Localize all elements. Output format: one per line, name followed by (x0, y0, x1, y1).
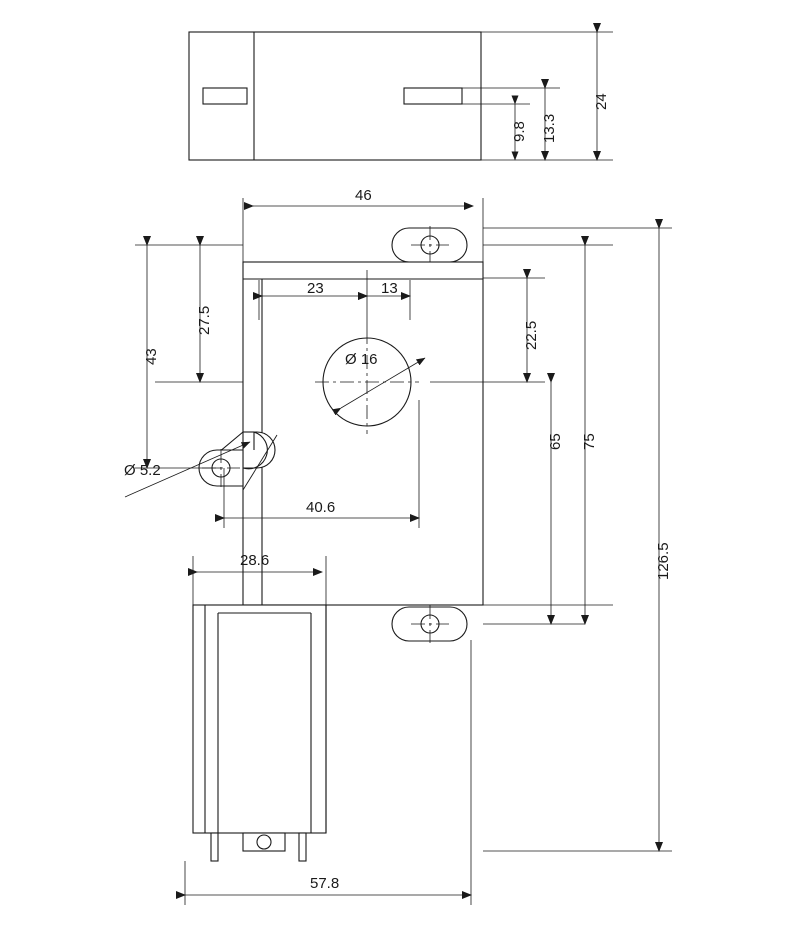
dim-13-3: 13.3 (541, 113, 558, 143)
dim-9-8: 9.8 (511, 121, 528, 142)
diameter-symbol-bore: Ø (345, 351, 357, 368)
dim-43: 43 (143, 348, 160, 365)
dim-28-6: 28.6 (240, 552, 270, 569)
dim-57-8: 57.8 (310, 875, 340, 892)
dim-23: 23 (307, 280, 324, 297)
dim-40-6: 40.6 (306, 499, 336, 516)
dim-27-5: 27.5 (196, 305, 213, 335)
top-view-geometry (189, 32, 481, 160)
dim-46: 46 (355, 187, 372, 204)
dim-22-5: 22.5 (523, 320, 540, 350)
hole-value: 5.2 (139, 462, 161, 479)
bore-value: 16 (360, 351, 378, 368)
dim-75: 75 (581, 433, 598, 450)
dim-65: 65 (547, 433, 564, 450)
diameter-symbol-hole: Ø (124, 462, 136, 479)
dim-126-5: 126.5 (655, 542, 672, 580)
front-view-geometry (193, 226, 483, 861)
dim-24: 24 (593, 93, 610, 110)
dim-bore-16 (345, 352, 378, 367)
top-view-dimensions (462, 32, 613, 160)
dim-13: 13 (381, 280, 398, 297)
dim-hole-5-2 (124, 463, 161, 478)
